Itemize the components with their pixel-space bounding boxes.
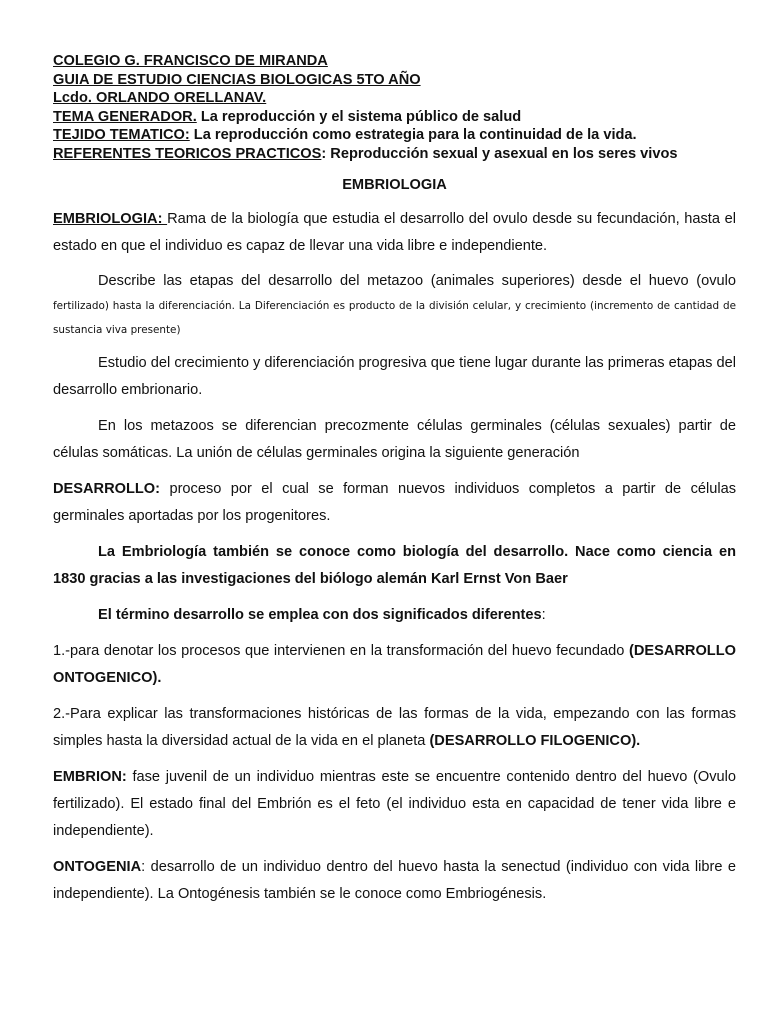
paragraph-embriologia: EMBRIOLOGIA: Rama de la biología que estudia el desarrollo del ovulo desde su fecundación, hasta el estado en que el individuo es capaz de llevar una vida libre e independiente. bbox=[53, 210, 736, 254]
term-ontogenico: (DESARROLLO ONTOGENICO). bbox=[53, 642, 736, 686]
tejido-tematico: TEJIDO TEMATICO: La reproducción como estrategia para la continuidad de la vida. bbox=[53, 127, 637, 144]
paragraph-desarrollo: DESARROLLO: proceso por el cual se forman nuevos individuos completos a partir de células germinales aportadas por los progenitores. bbox=[53, 480, 736, 524]
term-embrion: EMBRION: bbox=[53, 768, 127, 785]
teacher-name: Lcdo. ORLANDO ORELLANAV. bbox=[53, 90, 267, 107]
referentes-teoricos: REFERENTES TEORICOS PRACTICOS: Reproducción sexual y asexual en los seres vivos bbox=[53, 145, 678, 162]
section-title: EMBRIOLOGIA bbox=[342, 176, 447, 193]
paragraph-filogenico: 2.-Para explicar las transformaciones históricas de las formas de la vida, empezando con las formas simples hasta la diversidad actual de la vida en el planeta (DESARROLLO FILOGENICO). bbox=[53, 705, 736, 749]
school-name: COLEGIO G. FRANCISCO DE MIRANDA bbox=[53, 53, 328, 69]
paragraph-estudio: Estudio del crecimiento y diferenciación progresiva que tiene lugar durante las primeras etapas del desarrollo embrionario. bbox=[53, 354, 736, 398]
paragraph-metazoos: En los metazoos se diferencian precozmente células germinales (células sexuales) partir de células somáticas. La unión de células germinales origina la siguiente generación bbox=[53, 417, 736, 461]
term-filogenico: (DESARROLLO FILOGENICO). bbox=[429, 732, 641, 749]
term-desarrollo: DESARROLLO: bbox=[53, 480, 161, 497]
paragraph-termino: El término desarrollo se emplea con dos significados diferentes: bbox=[98, 606, 546, 623]
document-header bbox=[53, 52, 736, 164]
guide-title: GUIA DE ESTUDIO CIENCIAS BIOLOGICAS 5TO AÑO bbox=[53, 71, 421, 88]
paragraph-biologia-desarrollo: La Embriología también se conoce como biología del desarrollo. Nace como ciencia en 1830 gracias a las investigaciones del biólogo alemán Karl Ernst Von Baer bbox=[53, 543, 736, 587]
paragraph-describe: Describe las etapas del desarrollo del metazoo (animales superiores) desde el huevo (ovulo fertilizado) hasta la diferenciación. La Diferenciación es producto de la división celular, y crecimiento (incremento de cantidad de sustancia viva presente) bbox=[53, 272, 736, 336]
paragraph-embrion: EMBRION: fase juvenil de un individuo mientras este se encuentre contenido dentro del huevo (Ovulo fertilizado). El estado final del Embrión es el feto (el individuo esta en capacidad de tener vida libre e independiente). bbox=[53, 768, 736, 839]
term-ontogenia: ONTOGENIA bbox=[53, 858, 142, 875]
paragraph-ontogenia: ONTOGENIA: desarrollo de un individuo dentro del huevo hasta la senectud (individuo con vida libre e independiente). La Ontogénesis también se le conoce como Embriogénesis. bbox=[53, 858, 736, 902]
paragraph-ontogenico: 1.-para denotar los procesos que intervienen en la transformación del huevo fecundado (DESARROLLO ONTOGENICO). bbox=[53, 642, 736, 686]
term-embriologia: EMBRIOLOGIA: bbox=[53, 210, 168, 227]
tema-generador: TEMA GENERADOR. La reproducción y el sistema público de salud bbox=[53, 108, 522, 125]
